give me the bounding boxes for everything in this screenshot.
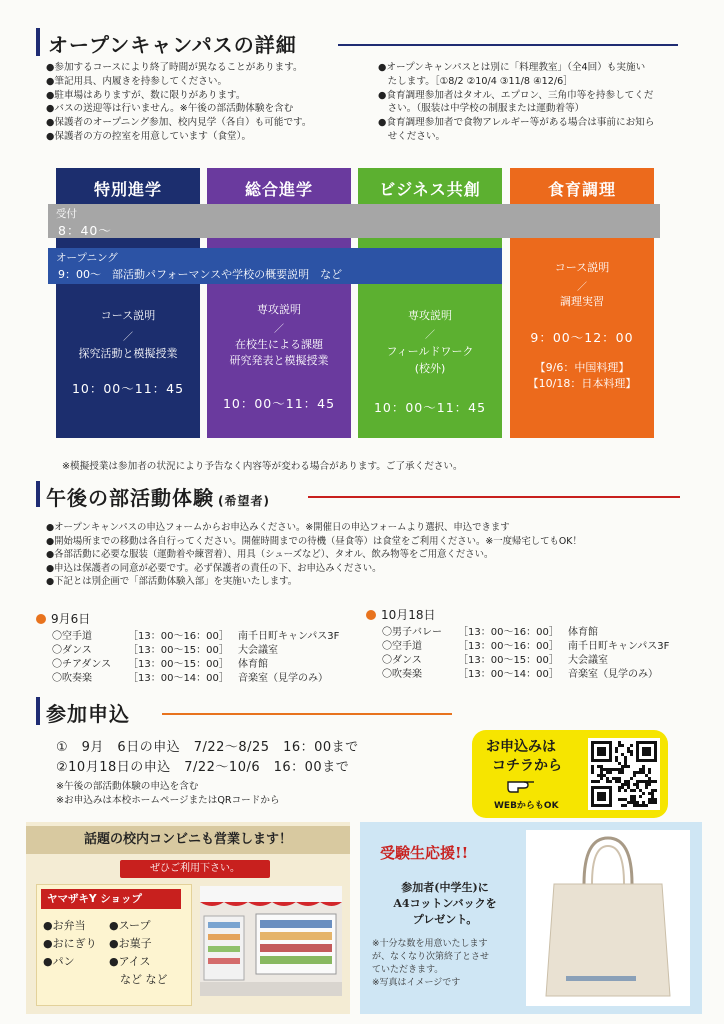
bullet-item: ●筆記用具、内履きを持参してください。	[46, 75, 228, 87]
course-name: 特別進学	[93, 180, 162, 199]
title-underline	[162, 713, 452, 715]
club-day1	[36, 610, 339, 686]
bullet-item: ●各部活動に必要な服装（運動着や練習着）、用具（シューズなど）、タオル、飲み物等をご用意ください。	[46, 549, 494, 561]
apply-note: ※午後の部活動体験の申込を含む	[56, 781, 199, 792]
shop-items-left	[43, 917, 97, 971]
club-name: 〇ダンス	[382, 655, 422, 666]
club-place: 南千日町キャンパス3F	[568, 641, 670, 652]
club-title: 午後の部活動体験	[46, 486, 214, 510]
course-name: 総合進学	[244, 180, 313, 199]
club-time: ［13：00～16：00］	[128, 631, 229, 642]
section-title-apply: 参加申込	[46, 702, 130, 726]
club-row	[52, 672, 339, 686]
bullet-item: ●食育調理参加者で食物アレルギー等がある場合は事前にお知ら	[378, 117, 655, 129]
gift-lines	[380, 880, 510, 928]
orange-dot-icon	[36, 614, 46, 624]
club-name: 〇空手道	[52, 631, 92, 642]
club-name: 〇吹奏楽	[52, 673, 92, 684]
club-place: 音楽室（見学のみ）	[568, 669, 658, 680]
course-line: ／	[425, 330, 435, 341]
gift-note: ※写真はイメージです	[372, 978, 461, 988]
club-row	[382, 640, 669, 654]
bullet-item: さい。（服装は中学校の制服または運動着等）	[378, 103, 585, 115]
day1-date: 9月6日	[51, 612, 91, 626]
course-line: 専攻説明	[257, 303, 301, 316]
gift-notes	[372, 938, 489, 990]
club-row	[52, 658, 339, 672]
section-title-accent	[36, 481, 40, 507]
conveni-ribbon	[120, 860, 270, 878]
club-row	[52, 644, 339, 658]
club-row	[382, 654, 669, 668]
right-bullets	[378, 61, 654, 144]
course-line: 研究発表と模擬授業	[229, 354, 329, 367]
gift-line: A4コットンバックを	[393, 897, 497, 910]
course-line: フィールドワーク	[386, 345, 474, 358]
bullet-item: ●食育調理参加者はタオル、エプロン、三角巾等を持参してくだ	[378, 89, 654, 101]
course-line: 探究活動と模擬授業	[78, 347, 178, 360]
qr-code-icon[interactable]	[588, 738, 660, 810]
bullet-item: せください。	[378, 130, 446, 142]
section-title-accent	[36, 697, 40, 725]
club-time: ［13：00～14：00］	[458, 669, 559, 680]
club-time: ［13：00～16：00］	[458, 627, 559, 638]
qr-apply-box[interactable]	[472, 730, 668, 818]
pointing-hand-icon	[506, 776, 536, 798]
bullet-item: ●保護者の方の控室を用意しています（食堂）。	[46, 130, 252, 142]
club-place: 大会議室	[238, 645, 278, 656]
apply-notes	[56, 780, 280, 808]
bullet-item: ●参加するコースにより終了時間が異なることがあります。	[46, 62, 303, 73]
gift-note: が、なくなり次第終了とさせ	[372, 952, 490, 962]
club-name: 〇吹奏楽	[382, 669, 422, 680]
reception-time: 8：40～	[58, 223, 112, 238]
course-time: 10：00～11：45	[71, 381, 185, 396]
club-name: 〇男子バレー	[382, 627, 442, 638]
course-line: ／	[274, 324, 284, 335]
conveni-section	[26, 822, 350, 1014]
course-extra: 【9/6：中国料理】	[534, 361, 630, 374]
shop-item: ●アイス	[109, 955, 151, 968]
club-place: 南千日町キャンパス3F	[238, 631, 340, 642]
section-title-club	[46, 482, 270, 511]
shop-item: ●お菓子	[109, 937, 152, 950]
section-title-accent	[36, 28, 40, 56]
course-line: ／	[577, 282, 587, 293]
schedule-note: ※模擬授業は参加者の状況により予告なく内容等が変わる場合があります。ご了承ください。	[62, 461, 463, 472]
bullet-item: ●開始場所までの移動は各自行ってください。開催時間までの待機（昼食等）は食堂をご利用ください。※一度帰宅してもOK！	[46, 535, 582, 547]
bullet-item: ●バスの送迎等は行いません。※午後の部活動体験を含む	[46, 103, 294, 115]
title-underline	[338, 44, 678, 46]
shop-name: ヤマザキY ショップ	[41, 889, 181, 909]
club-day2	[366, 606, 669, 682]
course-time: 10：00～11：45	[222, 396, 336, 411]
club-name: 〇チアダンス	[52, 659, 112, 670]
qr-box-line1: お申込みは	[486, 739, 556, 755]
course-line: ／	[123, 332, 133, 343]
web-ok-label: WEBからもOK	[494, 801, 559, 811]
title-underline	[308, 496, 680, 498]
club-time: ［13：00～15：00］	[128, 645, 229, 656]
gift-note: ていただきます。	[372, 965, 444, 975]
opening-label: オープニング	[56, 252, 118, 264]
bullet-item: ●保護者のオープニング参加、校内見学（各自）も可能です。	[46, 117, 312, 129]
gift-section	[360, 822, 702, 1014]
gift-line: 参加者(中学生)に	[401, 881, 489, 894]
course-line: 在校生による課題	[235, 338, 323, 351]
tote-bag-image	[526, 830, 690, 1006]
course-line: 専攻説明	[408, 309, 452, 322]
bullet-item: ●オープンキャンパスの申込フォームからお申込みください。※開催日の申込フォームより選択、申込できます	[46, 522, 510, 533]
club-time: ［13：00～14：00］	[128, 673, 229, 684]
opening-text: 9：00～ 部活動パフォーマンスや学校の概要説明 など	[58, 268, 343, 281]
conveni-banner	[26, 826, 350, 854]
club-bullets	[46, 521, 582, 589]
conveni-ribbon-text: ぜひご利用下さい。	[150, 863, 240, 874]
course-line: (校外)	[414, 362, 446, 375]
club-row	[52, 630, 339, 644]
course-line: 調理実習	[560, 295, 604, 308]
orange-dot-icon	[366, 610, 376, 620]
club-row	[382, 626, 669, 640]
apply-line: ① 9月 6日の申込 7/22～8/25 16：00まで	[56, 740, 359, 755]
club-time: ［13：00～15：00］	[458, 655, 559, 666]
club-name: 〇空手道	[382, 641, 422, 652]
qr-box-line2: コチラから	[492, 758, 562, 774]
course-line: コース説明	[100, 309, 156, 322]
day2-date: 10月18日	[381, 608, 436, 622]
apply-line: ②10月18日の申込 7/22～10/6 16：00まで	[56, 760, 350, 775]
shop-panel	[36, 884, 192, 1006]
bullet-item: ●オープンキャンパスとは別に「料理教室」（全4回）も実施い	[378, 62, 646, 73]
course-name: ビジネス共創	[379, 180, 481, 199]
course-time: 10：00～11：45	[373, 400, 487, 415]
bullet-item: ●申込は保護者の同意が必要です。必ず保護者の責任の下、お申込みください。	[46, 562, 382, 574]
club-place: 音楽室（見学のみ）	[238, 673, 328, 684]
course-line: コース説明	[554, 261, 610, 274]
opening-band	[48, 248, 502, 284]
club-place: 大会議室	[568, 655, 608, 666]
shop-item: ●パン	[43, 955, 75, 968]
club-name: 〇ダンス	[52, 645, 92, 656]
shop-items-right	[109, 917, 168, 989]
club-row	[382, 668, 669, 682]
reception-label: 受付	[56, 208, 77, 220]
gift-title: 受験生応援!!	[380, 844, 469, 862]
apply-lines	[56, 738, 359, 778]
left-bullets	[46, 61, 311, 144]
shop-item: ●おにぎり	[43, 937, 97, 950]
course-time: 9：00～12：00	[530, 330, 634, 345]
apply-note: ※お申込みは本校ホームページまたはQRコードから	[56, 795, 280, 806]
store-photo	[200, 886, 342, 996]
gift-line: プレゼント。	[412, 913, 478, 926]
shop-item: など など	[109, 973, 168, 986]
bullet-item: ●駐車場はありますが、数に限りがあります。	[46, 89, 246, 101]
shop-item: ●お弁当	[43, 919, 86, 932]
club-time: ［13：00～15：00］	[128, 659, 229, 670]
course-extra: 【10/18：日本料理】	[527, 377, 637, 390]
club-subtitle: (希望者)	[218, 494, 270, 508]
bullet-item: たします。［①8/2 ②10/4 ③11/8 ④12/6］	[378, 75, 573, 87]
club-time: ［13：00～16：00］	[458, 641, 559, 652]
course-name: 食育調理	[547, 180, 616, 199]
club-place: 体育館	[568, 627, 598, 638]
reception-band	[48, 204, 660, 238]
section-title-open-campus: オープンキャンパスの詳細	[48, 33, 297, 57]
conveni-banner-text: 話題の校内コンビニも営業します！	[83, 832, 292, 847]
bullet-item: ●下記とは別企画で「部活動体験入部」を実施いたします。	[46, 576, 298, 588]
club-place: 体育館	[238, 659, 268, 670]
gift-note: ※十分な数を用意いたします	[372, 939, 488, 949]
shop-item: ●スープ	[109, 919, 151, 932]
